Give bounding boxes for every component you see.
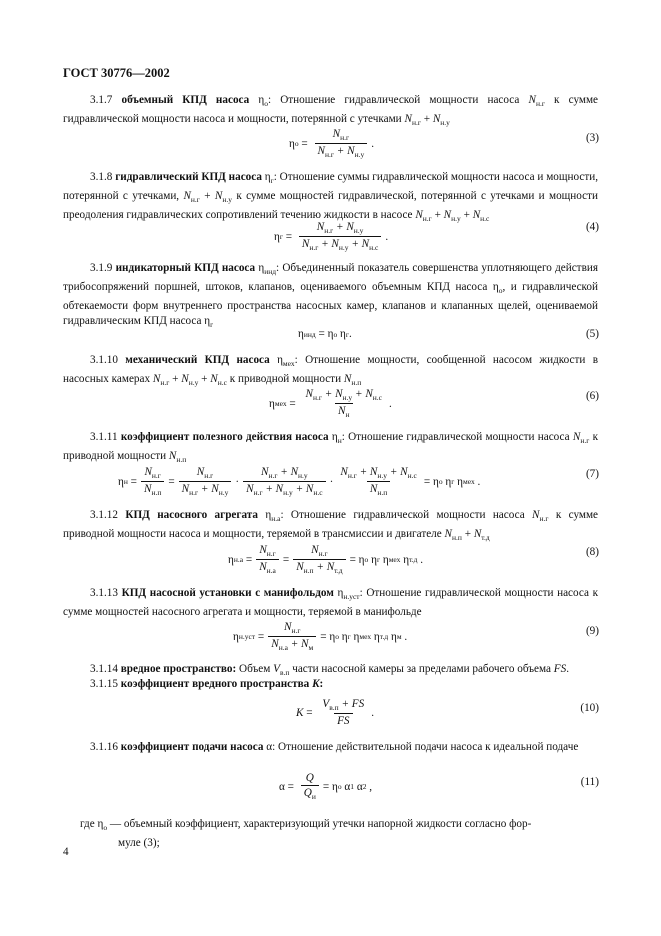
page-number: 4: [63, 846, 69, 858]
equation-8: η н.а = $\frac{N_{н.г}}{N_{н.а}}$ = $\frac{N_{н.г}}{N_{н.п} + N_{т.д}}$ = η о η г η мех η т.д .: [228, 544, 424, 576]
equation-number-11: (11): [580, 776, 599, 788]
footnote: где $\eta_о$ — объемный коэффициент, характеризующий утечки напорной жидкости согласно фор- муле (3);: [80, 818, 532, 849]
equation-number-5: (5): [585, 328, 599, 340]
section-3-1-11: 3.1.11 коэффициент полезного действия насоса $\eta_н$: Отношение гидравлической мощности насоса $N_{н.г}$ к приводной мощности $N_{н.п}$: [63, 431, 599, 465]
equation-10: K = $\frac{V_{в.п} + FS}{FS}$ .: [296, 698, 375, 728]
section-3-1-16: 3.1.16 коэффициент подачи насоса α: Отношение действительной подачи насоса к идеальной подаче: [90, 741, 579, 753]
equation-number-8: (8): [585, 546, 599, 558]
section-3-1-15: 3.1.15 коэффициент вредного пространства K:: [90, 678, 324, 690]
equation-6: η мех = $\frac{N_{н.г} + N_{н.у} + N_{н.с}}{N_н}$ .: [269, 388, 392, 420]
equation-7: η н = $\frac{N_{н.г}}{N_{н.п}}$ = $\frac{N_{н.г}}{N_{н.г} + N_{н.у}}$ · $\frac{N_{н.г} + N_{н.у}}{N_{н.г} + N_{н.у} + N_{н.с}}$ · $\frac{N_{н.г} + N_{н.у} + N_{н.с}}{N_{н.п}}$ = η о η г η мех .: [118, 466, 481, 498]
equation-number-10: (10): [580, 702, 599, 714]
section-3-1-8: 3.1.8 гидравлический КПД насоса $\eta_г$: Отношение суммы гидравлической мощности насоса и мощности, потерянной с утечками, $N_{н.г} + N_{н.у}$ к сумме мощностей гидравлической, потерянной с утечками и мощности преодоления гидравлических сопротивлений течению жидкости в насосе $N_{н.г} + N_{н.у} + N_{н.с}$: [63, 171, 599, 223]
equation-number-3: (3): [585, 132, 599, 144]
equation-number-6: (6): [585, 390, 599, 402]
section-3-1-13: 3.1.13 КПД насосной установки с манифольдом $\eta_{н.уст}$: Отношение гидравлической мощности насоса к сумме мощностей насосного агрегата и мощности, теряемой в манифольде: [63, 587, 599, 618]
section-3-1-10: 3.1.10 механический КПД насоса $\eta_{мех}$: Отношение мощности, сообщенной насосом жидкости в насосных камерах $N_{н.г} + N_{н.у} + N_{н.с}$ к приводной мощности $N_{н.п}$: [63, 354, 598, 388]
equation-11: α = $\frac{Q}{Q_и}$ = η о α 1 α 2 ,: [279, 772, 373, 802]
section-3-1-9: 3.1.9 индикаторный КПД насоса $\eta_{инд}$: Объединенный показатель совершенства уплотняющего действия трибосопряжений поршней, штоков, клапанов, оцениваемого объемным КПД насоса $\eta_о$, и гидравлической обтекаемости форм внутреннего пространства насосных камер, клапанов и клапанных щелей, оцениваемой гидравлическим КПД насоса $\eta_г$: [63, 262, 598, 330]
section-3-1-7: 3.1.7 объемный КПД насоса $\eta_о$: Отношение гидравлической мощности насоса $N_{н.г}$ к сумме гидравлической мощности насоса и мощности, потерянной с утечками $N_{н.г} + N_{н.у}$: [63, 94, 599, 128]
equation-4: η г = $\frac{N_{н.г} + N_{н.у}}{N_{н.г} + N_{н.у} + N_{н.с}}$ .: [274, 221, 389, 253]
equation-number-7: (7): [585, 468, 599, 480]
equation-number-9: (9): [585, 625, 599, 637]
equation-number-4: (4): [585, 221, 599, 233]
section-3-1-12: 3.1.12 КПД насосного агрегата $\eta_{н.а}$: Отношение гидравлической мощности насоса $N_{н.г}$ к сумме приводной мощности насоса и мощности, теряемой в трансмиссии и двигателе $N_{н.п} + N_{т.д}$: [63, 509, 599, 543]
equation-3: η о = $\frac{N_{н.г}}{N_{н.г} + N_{н.у}}$ .: [289, 128, 374, 160]
equation-5: η инд = η о η г .: [298, 328, 352, 340]
equation-9: η н.уст = $\frac{N_{н.г}}{N_{н.а} + N_м}$ = η о η г η мех η т.д η м .: [233, 621, 408, 653]
document-header: ГОСТ 30776—2002: [63, 66, 170, 80]
section-3-1-14: 3.1.14 вредное пространство: Объем $V_{в.п}$ части насосной камеры за пределами рабочего объема FS.: [90, 663, 569, 678]
